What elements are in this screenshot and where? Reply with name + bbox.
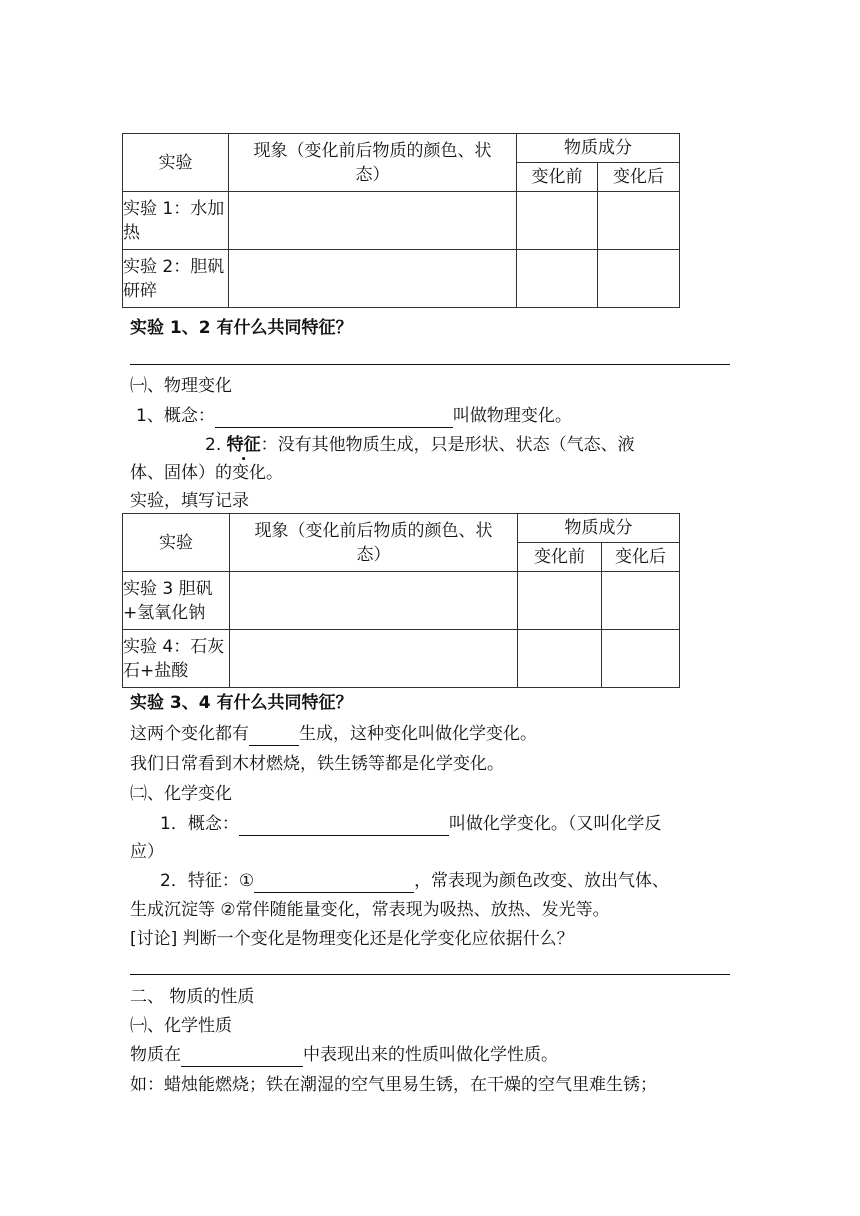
experiment-table-2 <box>122 513 680 688</box>
physical-concept-suffix: 叫做物理变化。 <box>452 406 572 426</box>
table1-row1-before-cell[interactable] <box>517 192 598 250</box>
answer-line-2[interactable] <box>130 974 730 975</box>
chemical-property-blank[interactable] <box>181 1047 303 1067</box>
example-line: 如：蜡烛能燃烧；铁在潮湿的空气里易生锈，在干燥的空气里难生锈； <box>130 1075 657 1095</box>
chemical-concept-suffix: 叫做化学变化。（又叫化学反 <box>448 814 662 834</box>
section-physical-change-title: ㈠、物理变化 <box>130 376 232 396</box>
chemical-feature-suffix: ，常表现为颜色改变、放出气体、 <box>414 871 670 891</box>
experiment-fill-label: 实验，填写记录 <box>130 491 249 511</box>
table2-header-composition: 物质成分 <box>518 514 680 543</box>
table2-row2-phenomenon-cell[interactable] <box>230 630 518 688</box>
table2-row1-before-cell[interactable] <box>518 572 602 630</box>
table1-header-phenomenon: 现象（变化前后物质的颜色、状态） <box>229 134 517 192</box>
both-changes-suffix: 生成，这种变化叫做化学变化。 <box>299 724 537 744</box>
table-row <box>123 630 680 688</box>
table2-row2-after-cell[interactable] <box>602 630 680 688</box>
table2-header-phenomenon: 现象（变化前后物质的颜色、状态） <box>230 514 518 572</box>
chemical-concept-prefix: 1．概念： <box>160 814 239 834</box>
table-row <box>123 572 680 630</box>
chemical-concept-blank[interactable] <box>239 816 449 836</box>
table-row <box>123 250 680 308</box>
chemical-property-line <box>130 1043 558 1067</box>
table1-header-after: 变化后 <box>598 163 680 192</box>
chemical-concept-line <box>160 812 661 836</box>
table1-header-before: 变化前 <box>517 163 598 192</box>
table1-row1-after-cell[interactable] <box>598 192 680 250</box>
chemical-property-suffix: 中表现出来的性质叫做化学性质。 <box>303 1045 558 1065</box>
chemical-property-prefix: 物质在 <box>130 1045 181 1065</box>
table1-header-experiment: 实验 <box>123 134 229 192</box>
physical-feature-line <box>205 433 635 457</box>
table2-header-before: 变化前 <box>518 543 602 572</box>
both-changes-blank[interactable] <box>249 726 299 746</box>
chemical-feature-blank[interactable] <box>254 873 414 893</box>
physical-concept-blank[interactable] <box>215 408 453 428</box>
table1-row1-label: 实验 1：水加热 <box>123 192 229 250</box>
table2-header-after: 变化后 <box>602 543 680 572</box>
chemical-concept-suffix-2: 应） <box>130 842 164 862</box>
experiment-table-1 <box>122 133 680 308</box>
table2-header-experiment: 实验 <box>123 514 230 572</box>
table1-header-composition: 物质成分 <box>517 134 680 163</box>
physical-feature-text: ：没有其他物质生成，只是形状、状态（气态、液 <box>260 435 635 455</box>
both-changes-prefix: 这两个变化都有 <box>130 724 249 744</box>
section-chemical-property-title: ㈠、化学性质 <box>130 1016 232 1036</box>
feature-emphasis: 特征 <box>226 435 261 455</box>
physical-concept-prefix: 1、概念： <box>136 406 215 426</box>
table1-row1-phenomenon-cell[interactable] <box>229 192 517 250</box>
daily-examples-line: 我们日常看到木材燃烧，铁生锈等都是化学变化。 <box>130 754 504 774</box>
table1-row2-phenomenon-cell[interactable] <box>229 250 517 308</box>
question-1: 实验 1、2 有什么共同特征？ <box>130 318 353 338</box>
both-changes-line <box>130 722 537 746</box>
question-2: 实验 3、4 有什么共同特征？ <box>130 693 353 713</box>
answer-line-1[interactable] <box>130 364 730 365</box>
table2-row1-phenomenon-cell[interactable] <box>230 572 518 630</box>
chemical-feature-line-2: 生成沉淀等 ②常伴随能量变化，常表现为吸热、放热、发光等。 <box>130 900 610 920</box>
table2-row2-before-cell[interactable] <box>518 630 602 688</box>
chemical-feature-line <box>160 869 669 893</box>
table2-row2-label: 实验 4：石灰石+盐酸 <box>123 630 230 688</box>
table2-row1-after-cell[interactable] <box>602 572 680 630</box>
physical-feature-num: 2. <box>205 435 222 455</box>
table1-row2-label: 实验 2：胆矾研碎 <box>123 250 229 308</box>
table2-row1-label: 实验 3 胆矾+氢氧化钠 <box>123 572 230 630</box>
table-row <box>123 192 680 250</box>
physical-feature-text-2: 体、固体）的变化。 <box>130 463 283 483</box>
part-two-title: 二、 物质的性质 <box>130 987 255 1007</box>
discussion-question: [讨论] 判断一个变化是物理变化还是化学变化应依据什么？ <box>130 929 574 949</box>
physical-feature-label <box>227 435 261 455</box>
chemical-feature-prefix: 2．特征：① <box>160 871 255 891</box>
table1-row2-before-cell[interactable] <box>517 250 598 308</box>
table1-row2-after-cell[interactable] <box>598 250 680 308</box>
physical-concept-line <box>136 404 572 428</box>
section-chemical-change-title: ㈡、化学变化 <box>130 784 232 804</box>
